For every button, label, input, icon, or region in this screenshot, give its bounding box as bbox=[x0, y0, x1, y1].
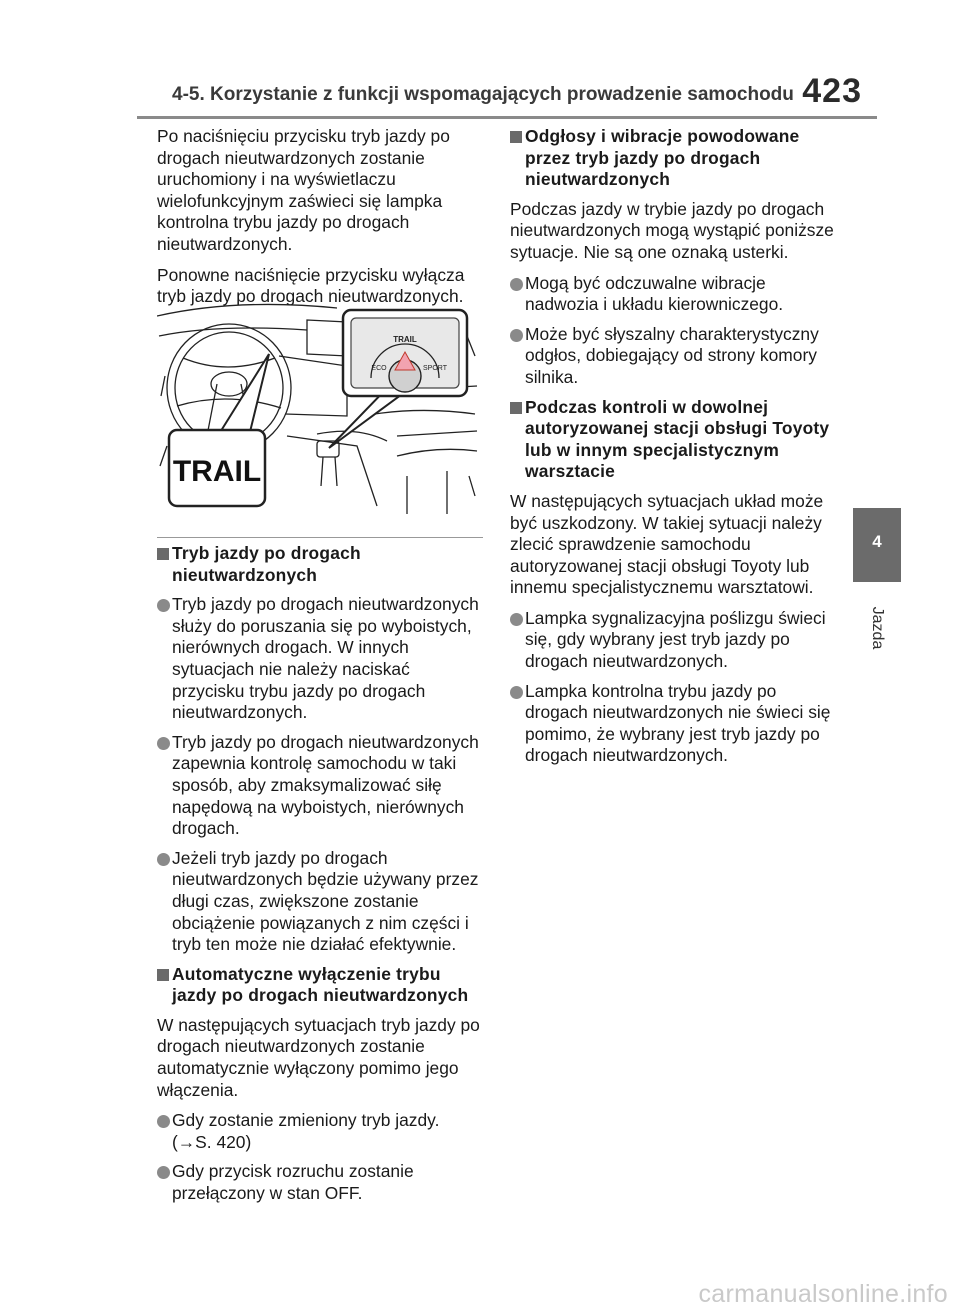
left-column-body bbox=[157, 543, 483, 1213]
bullet-item: Mogą być odczuwalne wibracje nadwozia i układu kierowniczego. bbox=[510, 273, 836, 316]
callout-trail-text: TRAIL bbox=[172, 455, 262, 488]
right-column bbox=[510, 126, 836, 775]
section-heading: Automatyczne wyłączenie trybu jazdy po drogach nieutwardzonych bbox=[157, 964, 483, 1007]
bullet-dot-icon bbox=[157, 599, 170, 612]
left-column-intro bbox=[157, 126, 483, 317]
section-paragraph: Podczas jazdy w trybie jazdy po drogach nieutwardzonych mogą wystąpić poniższe sytuacje. Nie są one oznaką usterki. bbox=[510, 198, 834, 262]
section-heading: Odgłosy i wibracje powodowane przez tryb jazdy po drogach nieutwardzonych bbox=[510, 126, 836, 191]
chapter-tab[interactable] bbox=[853, 508, 901, 582]
bullet-item: Lampka kontrolna trybu jazdy po drogach nieutwardzonych nie świeci się pomimo, że wybrany jest tryb jazdy po drogach nieutwardzonych. bbox=[510, 681, 836, 767]
bullet-dot-icon bbox=[510, 329, 523, 342]
bullet-dot-icon bbox=[510, 278, 523, 291]
dial-trail-label: TRAIL bbox=[393, 335, 417, 344]
chapter-label bbox=[852, 598, 902, 658]
dial-sport-label: SPORT bbox=[423, 365, 447, 372]
bullet-item: Tryb jazdy po drogach nieutwardzonych służy do poruszania się po wyboistych, nierównych drogach. W innych sytuacjach nie należy naciskać przycisku trybu jazdy po drogach nieutwardzonych. bbox=[157, 594, 483, 724]
dashboard-illustration bbox=[157, 296, 483, 514]
dashboard-figure bbox=[157, 296, 483, 514]
bullet-item: Może być słyszalny charakterystyczny odgłos, dobiegający od strony komory silnika. bbox=[510, 324, 836, 389]
section-paragraph: W następujących sytuacjach tryb jazdy po drogach nieutwardzonych zostanie automatycznie wyłączony pomimo jego włączenia. bbox=[157, 1014, 480, 1100]
section-paragraph: W następujących sytuacjach układ może być uszkodzony. W takiej sytuacji należy zlecić sprawdzenie samochodu autoryzowanej stacji obsługi Toyoty lub innemu specjalistycznemu warsztatowi. bbox=[510, 490, 824, 598]
section-heading: Podczas kontroli w dowolnej autoryzowanej stacji obsługi Toyoty lub w innym specjalistycznym warsztacie bbox=[510, 397, 836, 483]
watermark: carmanualsonline.info bbox=[698, 1280, 948, 1308]
bullet-item: Tryb jazdy po drogach nieutwardzonych zapewnia kontrolę samochodu w taki sposób, aby zmaksymalizować siłę napędową na wyboistych, nierównych drogach. bbox=[157, 732, 483, 840]
intro-paragraph-2: Ponowne naciśnięcie przycisku wyłącza tryb jazdy po drogach nieutwardzonych. bbox=[157, 264, 465, 307]
page-number: 423 bbox=[802, 72, 862, 110]
chapter-number: 4 bbox=[872, 532, 882, 551]
header-divider bbox=[137, 116, 877, 119]
bullet-item: Jeżeli tryb jazdy po drogach nieutwardzonych będzie używany przez długi czas, zwiększone zostanie obciążenie powiązanych z nim części i tryb ten może nie działać efektywnie. bbox=[157, 848, 483, 956]
bullet-item: Gdy zostanie zmieniony tryb jazdy. (→S. 420) bbox=[157, 1110, 483, 1153]
intro-paragraph-1: Po naciśnięciu przycisku tryb jazdy po drogach nieutwardzonych zostanie uruchomiony i na wyświetlaczu wielofunkcyjnym zaświeci się lampka kontrolna trybu jazdy po drogach nieutwardzonych. bbox=[157, 126, 450, 254]
section-header-title: 4-5. Korzystanie z funkcji wspomagających prowadzenie samochodu bbox=[172, 84, 794, 105]
bullet-dot-icon bbox=[510, 686, 523, 699]
section-heading: Tryb jazdy po drogach nieutwardzonych bbox=[157, 543, 483, 586]
bullet-dot-icon bbox=[157, 1115, 170, 1128]
bullet-dot-icon bbox=[157, 1166, 170, 1179]
figure-divider bbox=[157, 537, 483, 538]
bullet-item: Gdy przycisk rozruchu zostanie przełączony w stan OFF. bbox=[157, 1161, 483, 1204]
chapter-label-text: Jazda bbox=[869, 606, 886, 650]
dial-eco-label: ECO bbox=[371, 365, 387, 372]
bullet-dot-icon bbox=[510, 613, 523, 626]
bullet-dot-icon bbox=[157, 853, 170, 866]
bullet-item: Lampka sygnalizacyjna poślizgu świeci się, gdy wybrany jest tryb jazdy po drogach nieutwardzonych. bbox=[510, 608, 836, 673]
bullet-dot-icon bbox=[157, 737, 170, 750]
